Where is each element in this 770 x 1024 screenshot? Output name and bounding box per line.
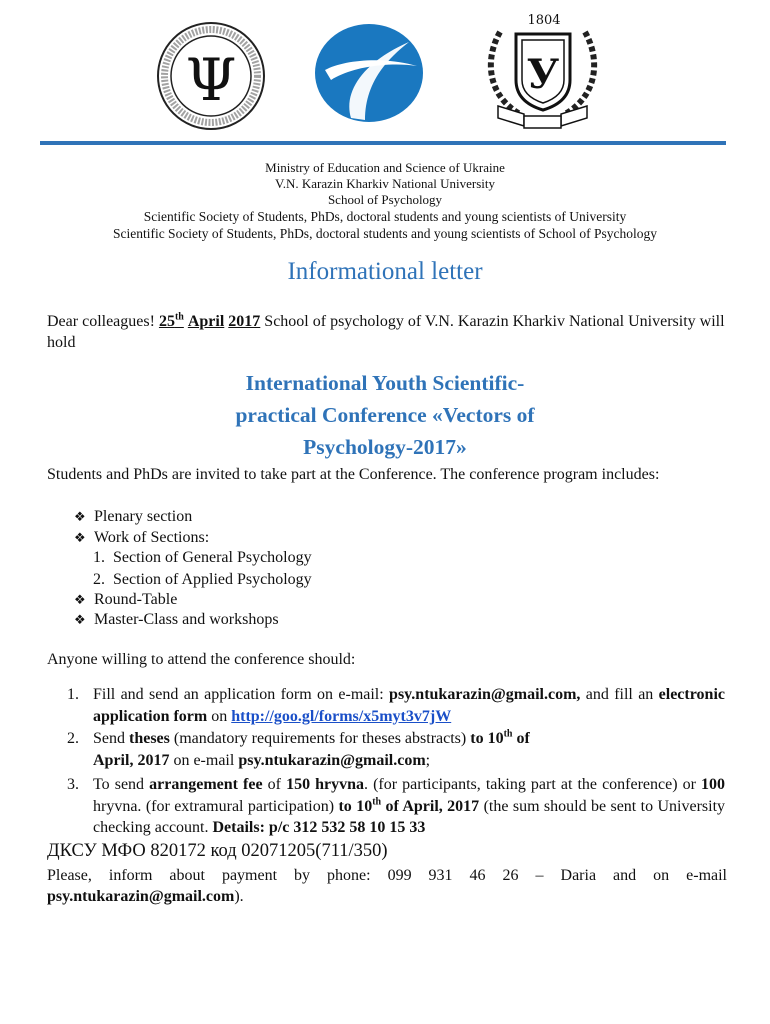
intro-month: April (187, 313, 225, 330)
university-line: V.N. Karazin Kharkiv National University (275, 176, 495, 191)
step-2: 2. Send theses (mandatory requirements for theses abstracts) to 10th of April, 2017 on e-mail psy.ntukarazin@gmail.com; (67, 728, 530, 769)
conference-title (0, 367, 770, 463)
program-item-sections: ❖ Work of Sections: (74, 527, 209, 548)
payment-note: Please, inform about payment by phone: 099 931 46 26 – Daria and on e-mail psy.ntukarazin@gmail.com). (47, 867, 727, 905)
program-intro: Students and PhDs are invited to take part at the Conference. The conference program includes: (47, 466, 660, 483)
psi-university-emblem-icon (155, 20, 267, 132)
section-item: 2. Section of Applied Psychology (93, 571, 312, 588)
application-form-link[interactable]: http://goo.gl/forms/x5myt3v7jW (231, 707, 452, 725)
school-line: School of Psychology (327, 192, 443, 207)
crest-letter: У (526, 51, 560, 98)
intro-day: 25 (158, 313, 175, 330)
blue-swirl-logo-icon (313, 22, 425, 124)
program-item-master-class: ❖ Master-Class and workshops (74, 609, 279, 630)
society-school-line: Scientific Society of Students, PhDs, doctoral students and young scientists of School of Psychology (112, 226, 658, 241)
payment-email[interactable]: psy.ntukarazin@gmail.com (47, 888, 235, 905)
bank-code-line: ДКСУ МФО 820172 код 02071205(711/350) (47, 841, 388, 861)
society-university-line: Scientific Society of Students, PhDs, doctoral students and young scientists of University (143, 209, 627, 224)
step-3: 3. To send arrangement fee of 150 hryvna. (for participants, taking part at the conference) or 100 hryvna. (for extramural participation) to 10th of April, 2017 (the sum should be sent to University checking account. Details: p/c 312 532 58 10 15 33 (67, 776, 726, 836)
conference-title-line: International Youth Scientific- (245, 371, 525, 395)
attend-intro: Anyone willing to attend the conference should: (47, 651, 356, 668)
bank-details: Details: p/c 312 532 58 10 15 33 (212, 819, 426, 836)
ministry-line: Ministry of Education and Science of Ukraine (265, 160, 505, 175)
contact-email[interactable]: psy.ntukarazin@gmail.com, (389, 686, 581, 703)
section-item: 1. Section of General Psychology (93, 549, 312, 566)
psi-letter: Ψ (185, 46, 237, 114)
letter-title: Informational letter (287, 258, 483, 285)
program-item-plenary: ❖ Plenary section (74, 506, 192, 527)
step-1: 1. Fill and send an application form on e-mail: psy.ntukarazin@gmail.com, and fill an electronic application form on http://goo.gl/forms/x5myt3v7jW (67, 686, 725, 725)
theses-email[interactable]: psy.ntukarazin@gmail.com (238, 751, 426, 769)
intro-year: 2017 (228, 313, 261, 330)
program-item-round-table: ❖ Round-Table (74, 589, 177, 610)
university-crest-1804-icon (480, 10, 605, 132)
logo-row (0, 0, 770, 140)
institution-header (0, 160, 770, 242)
conference-title-line: Psychology-2017» (303, 435, 467, 459)
header-divider (40, 141, 726, 145)
conference-title-line: practical Conference «Vectors of (235, 403, 535, 427)
intro-paragraph: Dear colleagues! 25th April 2017 School of psychology of V.N. Karazin Kharkiv National University will hold (47, 311, 725, 351)
crest-year: 1804 (527, 13, 561, 28)
